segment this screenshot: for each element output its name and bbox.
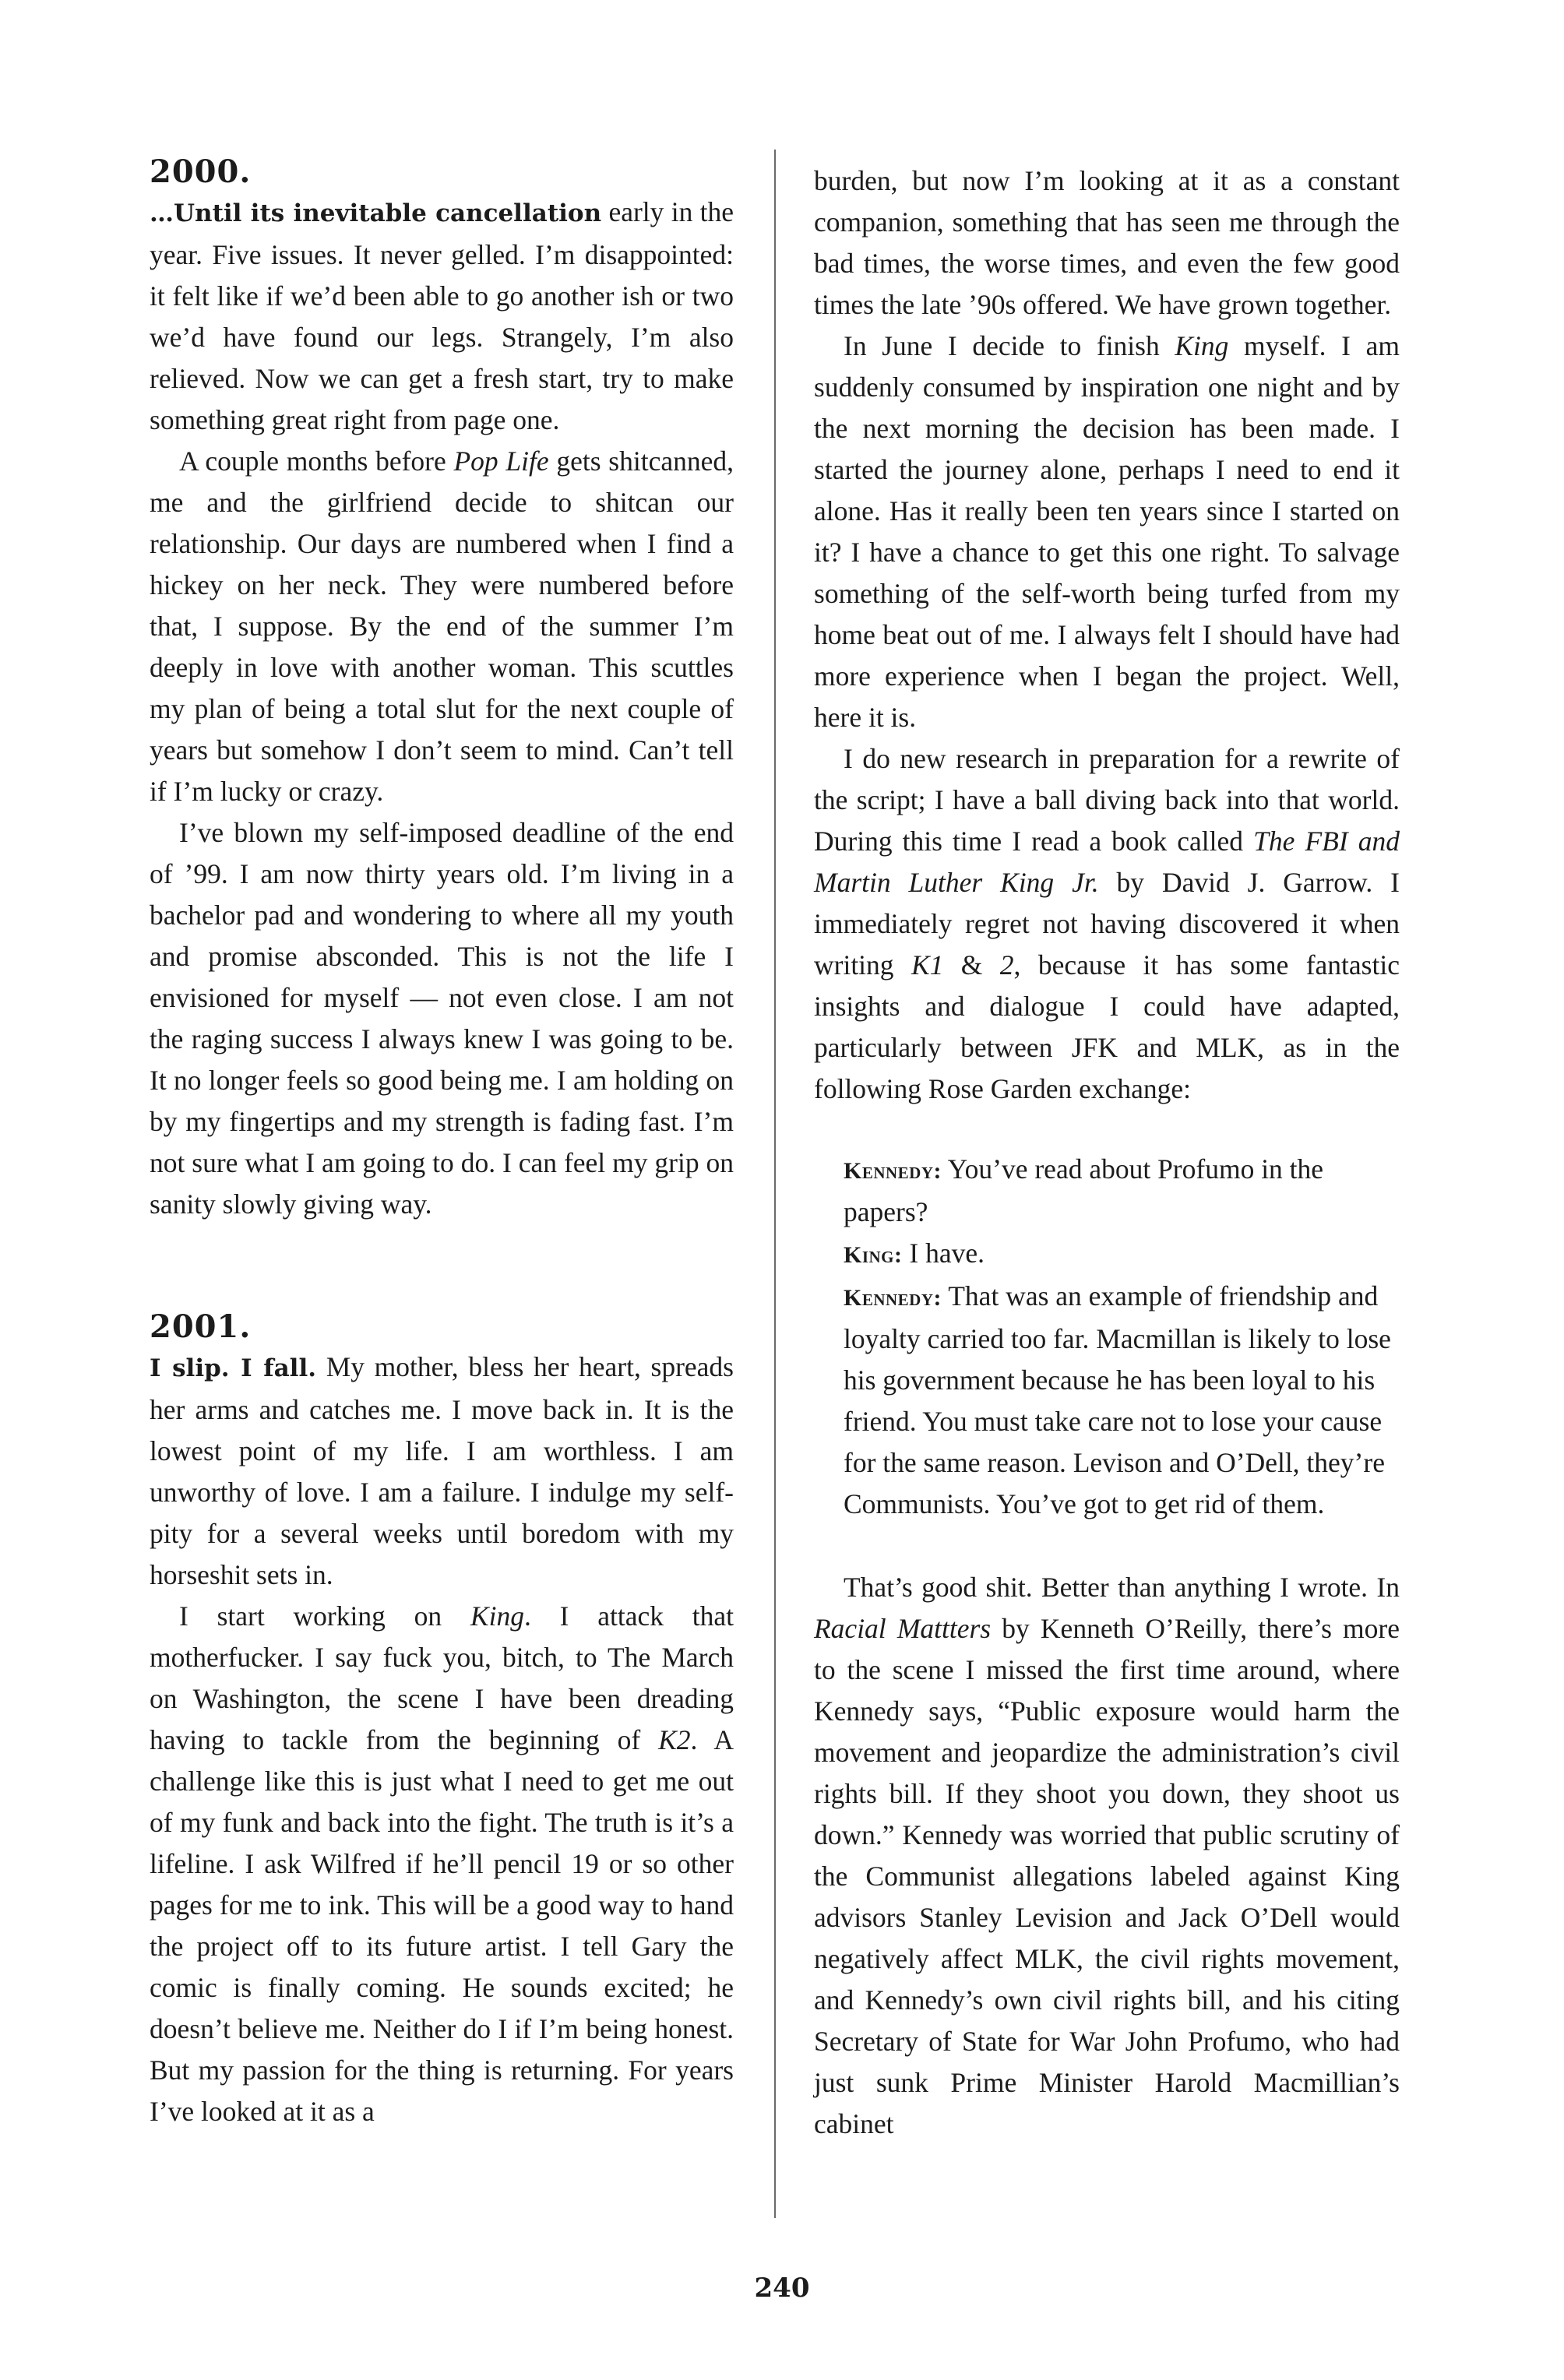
dialogue-line: Kennedy: That was an example of friendship and loyalty carried too far. Macmillan is likely to lose his government because he has been loyal to his friend. You must take care not to lose your cause for the same reason. Levison and O’Dell, they’re Communists. You’ve got to get rid of them. bbox=[844, 1280, 1391, 1519]
paragraph-2001-1: I slip. I fall. My mother, bless her heart, spreads her arms and catches me. I move back in. It is the lowest point of my life. I am worthless. I am unworthy of love. I am a failure. I indulge my self-pity for a several weeks until boredom with my horseshit sets in. bbox=[150, 1351, 734, 1590]
title-fbi-mlk: The FBI and Martin Luther King Jr. bbox=[814, 826, 1400, 898]
dialogue-line: King: I have. bbox=[844, 1238, 985, 1269]
paragraph-2001-2: I start working on King. I attack that motherfucker. I say fuck you, bitch, to The March on Washington, the scene I have been dreading having to tackle from the beginning of K2. A challenge like this is just what I need to get me out of my funk and back into the fight. The truth is it’s a lifeline. I ask Wilfred if he’ll pencil 19 or so other pages for me to ink. This will be a good way to hand the project off to its future artist. I tell Gary the comic is finally coming. He sounds excited; he doesn’t believe me. Neither do I if I’m being honest. But my passion for the thing is returning. For years I’ve looked at it as a bbox=[150, 1600, 734, 2127]
paragraph-2000-1: …Until its inevitable cancellation early in the year. Five issues. It never gelled. I’m disappointed: it felt like if we’d been able to go another ish or two we’d have found our legs. Strangely, I’m also relieved. Now we can get a fresh start, try to make something great right from page one. bbox=[150, 196, 734, 435]
title-king: King bbox=[1175, 330, 1229, 361]
title-racial-matters: Racial Mattters bbox=[814, 1613, 992, 1644]
paragraph-2000-3: I’ve blown my self-imposed deadline of the end of ’99. I am now thirty years old. I’m living in a bachelor pad and wondering to where all my youth and promise absconded. This is not the life I envisioned for myself — not even close. I am not the raging success I always knew I was going to be. It no longer feels so good being me. I am holding on by my fingertips and my strength is fading fast. I’m not sure what I am going to do. I can feel my grip on sanity slowly giving way. bbox=[150, 817, 734, 1220]
title-k2: K2 bbox=[658, 1724, 691, 1755]
paragraph-right-4: That’s good shit. Better than anything I wrote. In Racial Mattters by Kenneth O’Reilly, there’s more to the scene I missed the first time around, where Kennedy says, “Public exposure would harm the movement and jeopardize the administration’s civil rights bill. If they shoot you down, they shoot us down.” Kennedy was worried that public scrutiny of the Communist allegations labeled against King advisors Stanley Levision and Jack O’Dell would negatively affect MLK, the civil rights movement, and Kennedy’s own civil rights bill, and his citing Secretary of State for War John Profumo, who had just sunk Prime Minister Harold Macmillian’s cabinet bbox=[814, 1572, 1400, 2139]
section-gap bbox=[150, 1225, 734, 1308]
title-k1: K1 bbox=[911, 949, 944, 981]
section-heading-2000: 2000. bbox=[150, 153, 252, 190]
dialogue-line: Kennedy: You’ve read about Profumo in the papers? bbox=[844, 1153, 1324, 1227]
title-king: King bbox=[470, 1600, 524, 1632]
left-column bbox=[150, 153, 734, 2132]
dialogue-block bbox=[844, 1149, 1400, 1525]
lead-in-2000: …Until its inevitable cancellation bbox=[150, 199, 602, 227]
paragraph-right-2: In June I decide to finish King myself. I am suddenly consumed by inspiration one night and by the next morning the decision has been made. I started the journey alone, perhaps I need to end it alone. Has it really been ten years since I started on it? I have a chance to get this one right. To salvage something of the self-worth being turfed from my home beat out of me. I always felt I should have had more experience when I began the project. Well, here it is. bbox=[814, 330, 1400, 733]
speaker-label: Kennedy: bbox=[844, 1285, 942, 1311]
right-column bbox=[814, 160, 1400, 2145]
speaker-label: King: bbox=[844, 1242, 903, 1268]
section-heading-2001: 2001. bbox=[150, 1308, 252, 1345]
paragraph-right-3: I do new research in preparation for a rewrite of the script; I have a ball diving back into that world. During this time I read a book called The FBI and Martin Luther King Jr. by David J. Garrow. I immediately regret not having discovered it when writing K1 & 2, because it has some fantastic insights and dialogue I could have adapted, particularly between JFK and MLK, as in the following Rose Garden exchange: bbox=[814, 743, 1400, 1104]
paragraph-right-1: burden, but now I’m looking at it as a constant companion, something that has seen me through the bad times, the worse times, and even the few good times the late ’90s offered. We have grown together. bbox=[814, 165, 1400, 320]
title-pop-life: Pop Life bbox=[453, 445, 549, 477]
speaker-label: Kennedy: bbox=[844, 1158, 942, 1184]
paragraph-2000-2: A couple months before Pop Life gets shitcanned, me and the girlfriend decide to shitcan our relationship. Our days are numbered when I find a hickey on her neck. They were numbered before that, I suppose. By the end of the summer I’m deeply in love with another woman. This scuttles my plan of being a total slut for the next couple of years but somehow I don’t seem to mind. Can’t tell if I’m lucky or crazy. bbox=[150, 445, 734, 807]
title-k2-short: 2 bbox=[999, 949, 1014, 981]
page-number: 240 bbox=[754, 2273, 810, 2304]
lead-in-2001: I slip. I fall. bbox=[150, 1354, 317, 1382]
column-divider bbox=[774, 150, 776, 2218]
